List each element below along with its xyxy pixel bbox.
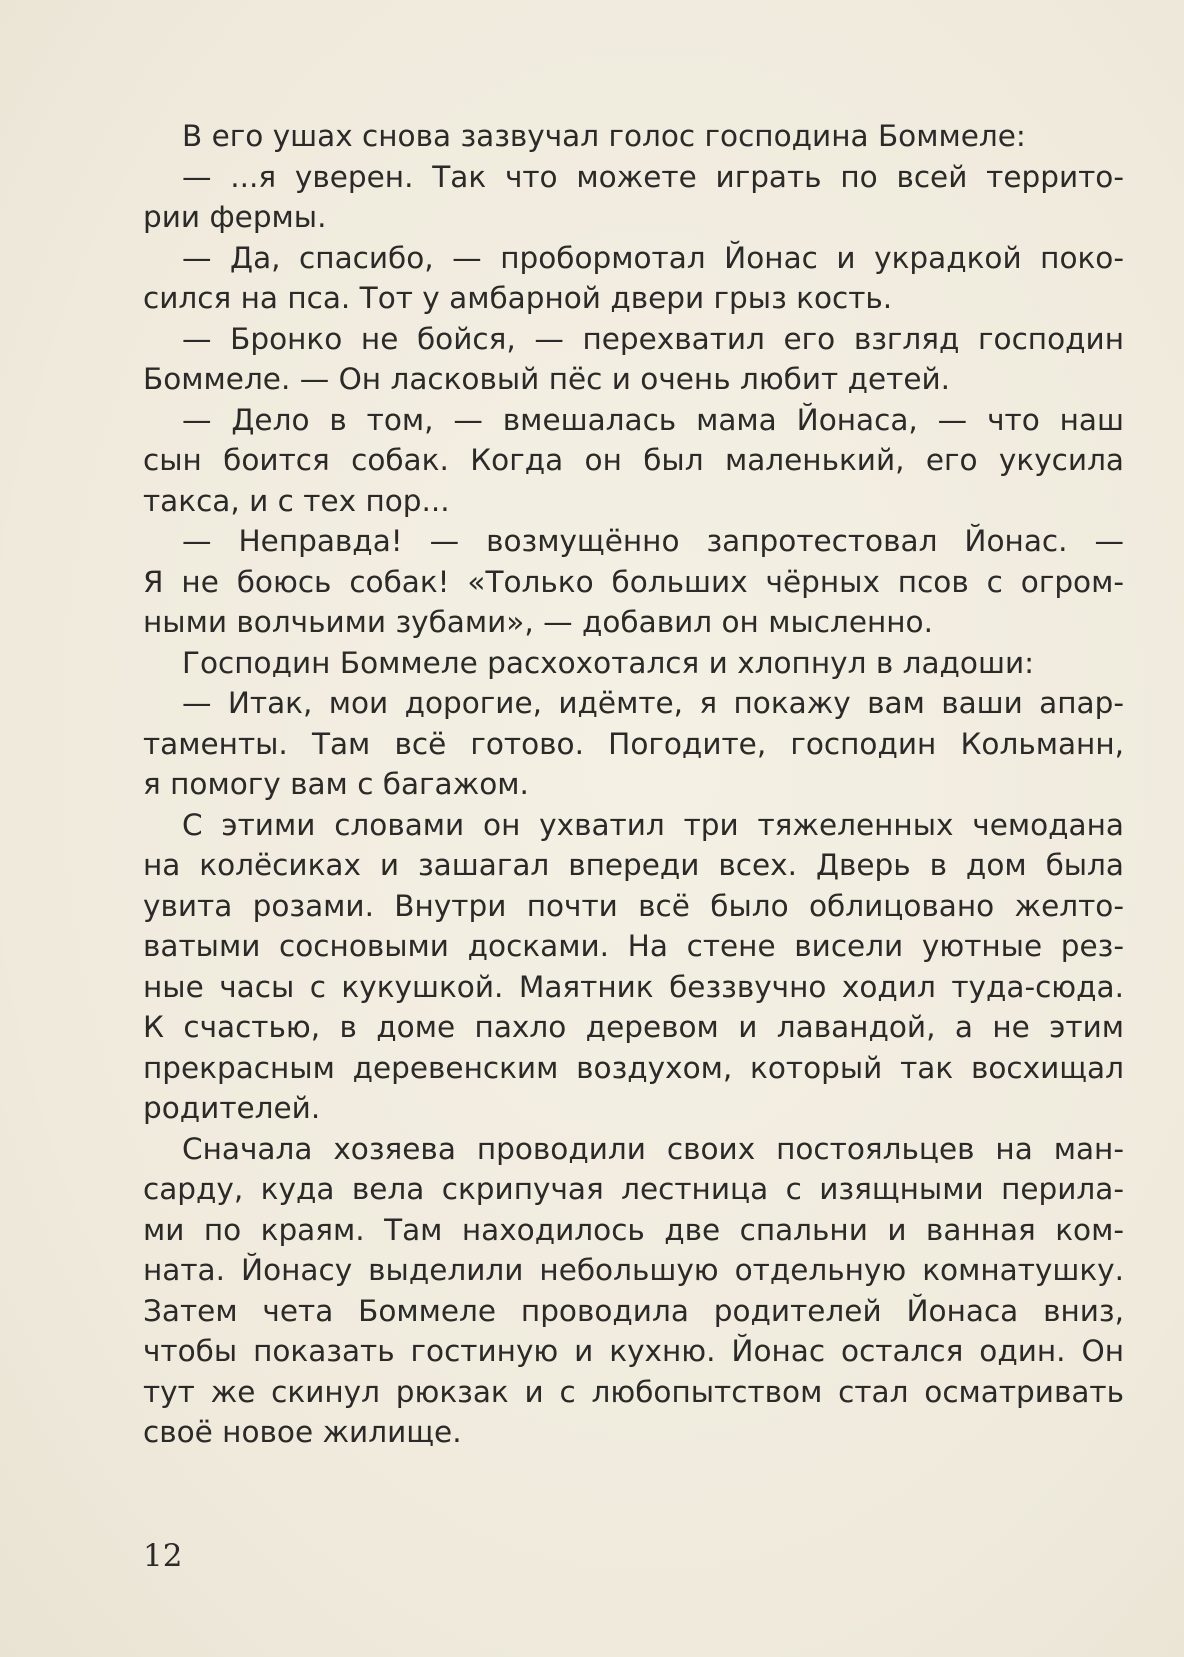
text-line: ми по краям. Там находилось две спальни и ванная ком- — [143, 1212, 1124, 1247]
text-line: Господин Боммеле расхохотался и хлопнул в ладоши: — [182, 645, 1035, 680]
text-line: ватыми сосновыми досками. На стене висели уютные рез- — [143, 929, 1124, 963]
text-line: К счастью, в доме пахло деревом и лавандой, а не этим — [143, 1010, 1124, 1044]
text-line: родителей. — [143, 1091, 321, 1125]
text-line: — Бронко не бойся, — перехватил его взгляд господин — [182, 321, 1124, 356]
text-line: — ...я уверен. Так что можете играть по всей террито- — [182, 159, 1124, 194]
text-line: ната. Йонасу выделили небольшую отдельную комнатушку. — [143, 1253, 1124, 1287]
text-line: — Неправда! — возмущённо запротестовал Йонас. — — [182, 524, 1124, 558]
text-line: Сначала хозяева проводили своих постояльцев на ман- — [182, 1131, 1124, 1166]
text-line: Боммеле. — Он ласковый пёс и очень любит детей. — [143, 362, 951, 396]
text-line: тут же скинул рюкзак и с любопытством стал осматривать — [143, 1374, 1124, 1409]
text-line: ные часы с кукушкой. Маятник беззвучно ходил туда-сюда. — [143, 969, 1124, 1004]
text-line: на колёсиках и зашагал впереди всех. Дверь в дом была — [143, 848, 1124, 882]
text-line: сын боится собак. Когда он был маленький, его укусила — [143, 443, 1124, 477]
text-line: Затем чета Боммеле проводила родителей Йонаса вниз, — [143, 1293, 1124, 1328]
text-line: своё новое жилище. — [143, 1415, 462, 1449]
text-line: чтобы показать гостиную и кухню. Йонас остался один. Он — [143, 1334, 1124, 1368]
text-line: такса, и с тех пор... — [143, 483, 450, 518]
text-line: — Да, спасибо, — пробормотал Йонас и украдкой поко- — [182, 240, 1124, 275]
text-line: — Итак, мои дорогие, идёмте, я покажу вам ваши апар- — [182, 686, 1124, 720]
text-line: С этими словами он ухватил три тяжеленных чемодана — [182, 807, 1124, 842]
text-line: таменты. Там всё готово. Погодите, господин Кольманн, — [143, 726, 1124, 761]
text-line: В его ушах снова зазвучал голос господина Боммеле: — [182, 119, 1026, 153]
text-line: рии фермы. — [143, 200, 327, 234]
text-line: ными волчьими зубами», — добавил он мысленно. — [143, 605, 933, 639]
body-text — [143, 116, 1124, 1453]
page-number: 12 — [143, 1538, 183, 1574]
text-line: сился на пса. Тот у амбарной двери грыз кость. — [143, 281, 893, 315]
text-line: я помогу вам с багажом. — [143, 767, 529, 801]
text-line: Я не боюсь собак! «Только больших чёрных псов с огром- — [143, 564, 1124, 599]
text-line: прекрасным деревенским воздухом, который так восхищал — [143, 1050, 1124, 1085]
text-line: сарду, куда вела скрипучая лестница с изящными перила- — [143, 1172, 1124, 1206]
text-line: увита розами. Внутри почти всё было облицовано желто- — [143, 888, 1124, 923]
text-line: — Дело в том, — вмешалась мама Йонаса, — что наш — [182, 402, 1124, 437]
